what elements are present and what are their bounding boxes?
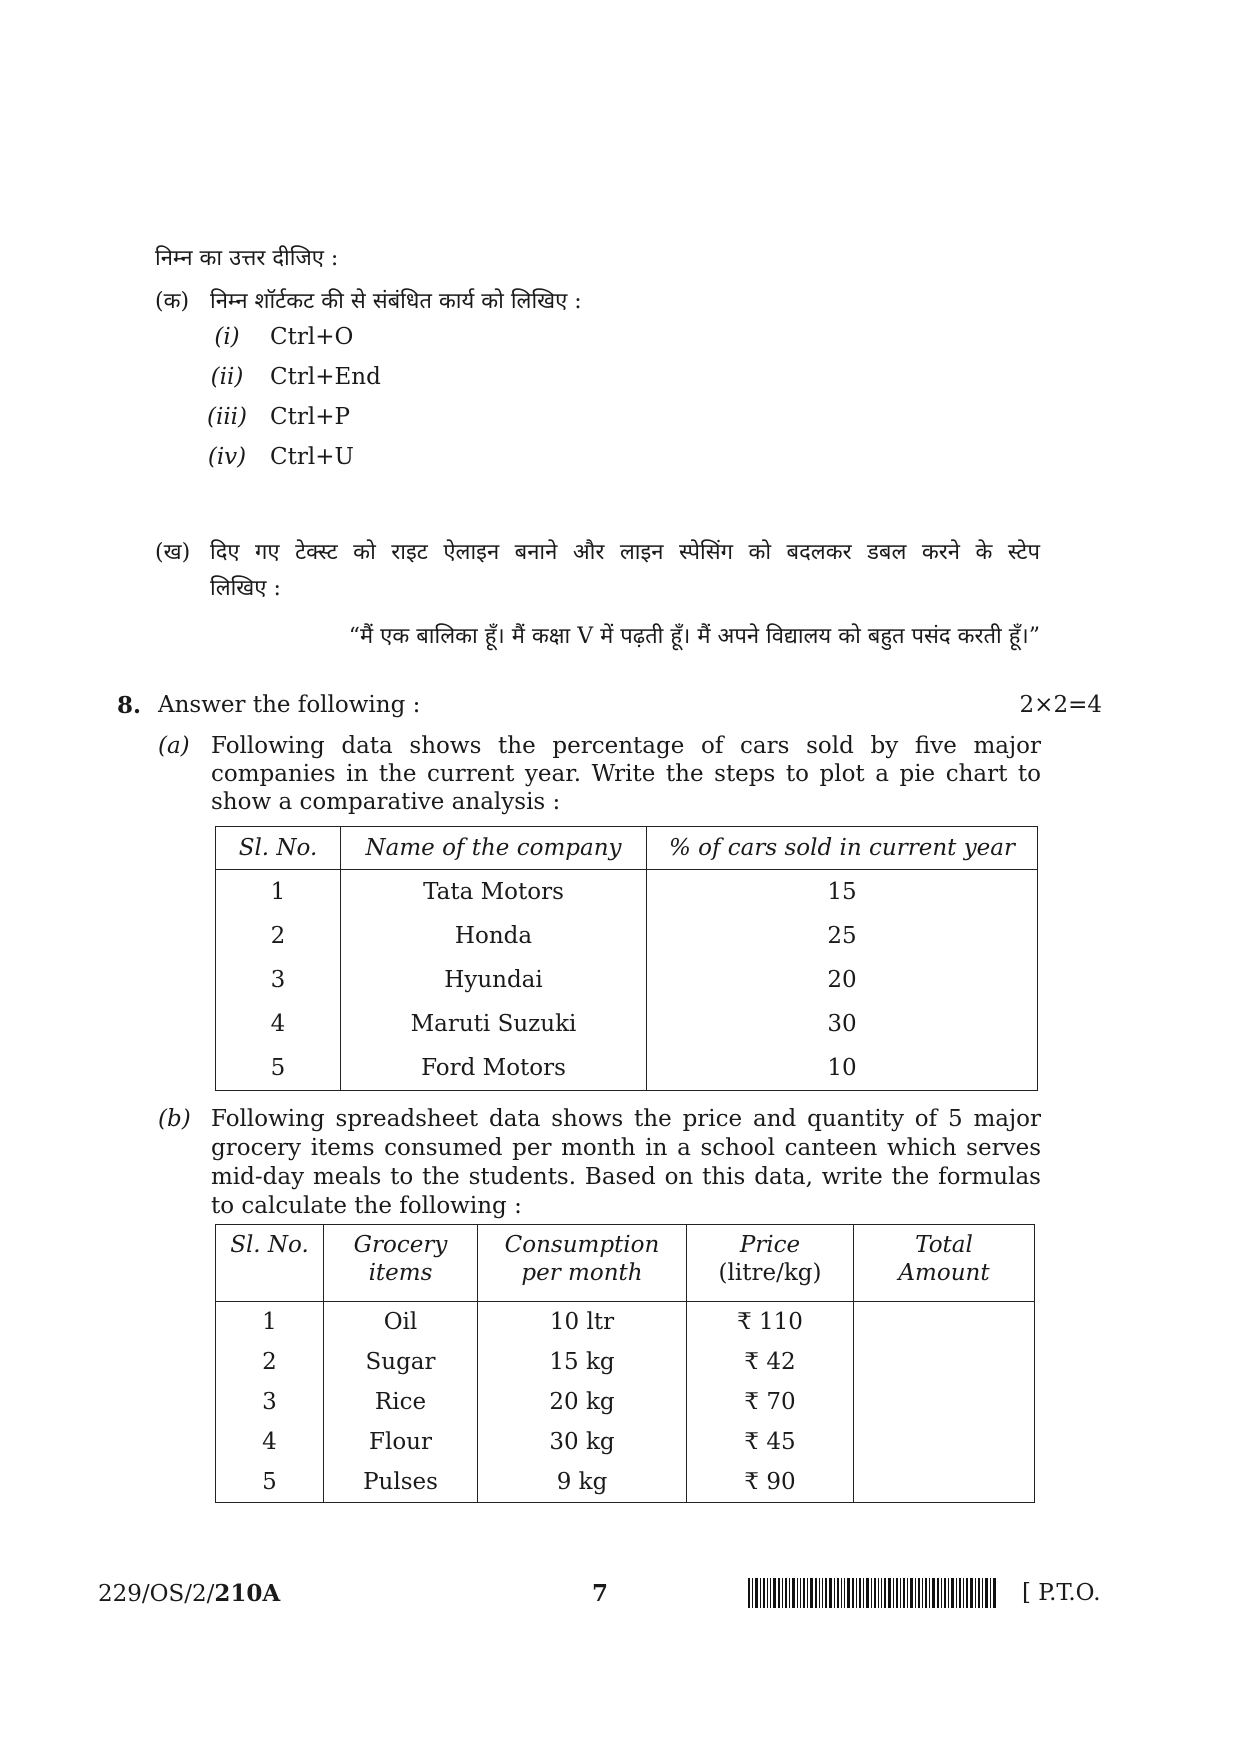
paper-code	[98, 1580, 280, 1607]
header-cell: Name of the company	[341, 827, 647, 870]
part-b-line: grocery items consumed per month in a school canteen which serves	[211, 1135, 1041, 1161]
barcode	[748, 1578, 998, 1608]
header-cell	[478, 1225, 687, 1302]
table-cell: 1	[216, 1302, 324, 1343]
header-line: Grocery	[353, 1232, 448, 1258]
table-cell: Maruti Suzuki	[341, 1002, 647, 1046]
part-kh-line2: लिखिए :	[210, 576, 281, 601]
header-line: Amount	[898, 1260, 990, 1286]
table-cell	[854, 1342, 1035, 1382]
table-cell: ₹ 42	[687, 1342, 854, 1382]
table-cell: 10 ltr	[478, 1302, 687, 1343]
table-cell: Ford Motors	[341, 1046, 647, 1091]
grocery-table	[215, 1224, 1035, 1503]
table-row	[216, 1422, 1035, 1462]
cars-sold-table	[215, 826, 1038, 1091]
table-cell	[854, 1302, 1035, 1343]
table-cell: 5	[216, 1046, 341, 1091]
table-cell: ₹ 110	[687, 1302, 854, 1343]
part-a-line: show a comparative analysis :	[211, 789, 561, 815]
table-cell: 15 kg	[478, 1342, 687, 1382]
table-cell: Tata Motors	[341, 870, 647, 915]
part-a-line: companies in the current year. Write the steps to plot a pie chart to	[211, 761, 1041, 787]
table-cell: 20 kg	[478, 1382, 687, 1422]
table-cell: 25	[647, 914, 1038, 958]
table-cell: 10	[647, 1046, 1038, 1091]
table-cell: 2	[216, 914, 341, 958]
question-number: 8.	[117, 692, 142, 719]
table-cell: Honda	[341, 914, 647, 958]
table-cell: 3	[216, 1382, 324, 1422]
table-cell: Flour	[324, 1422, 478, 1462]
shortcut-key: Ctrl+O	[270, 324, 354, 350]
table-row	[216, 1302, 1035, 1343]
page-number: 7	[591, 1580, 608, 1607]
table-row	[216, 1002, 1038, 1046]
header-cell: % of cars sold in current year	[647, 827, 1038, 870]
part-k-label: (क)	[155, 289, 190, 314]
table-cell: Rice	[324, 1382, 478, 1422]
table-row	[216, 1342, 1035, 1382]
pto-label: [ P.T.O.	[1022, 1580, 1101, 1606]
header-cell	[324, 1225, 478, 1302]
shortcut-key: Ctrl+P	[270, 404, 350, 430]
question-marks: 2×2=4	[1019, 692, 1102, 718]
part-kh-line1: दिए गए टेक्स्ट को राइट ऐलाइन बनाने और लाइन स्पेसिंग को बदलकर डबल करने के स्टेप	[210, 540, 1040, 565]
table-cell: 1	[216, 870, 341, 915]
header-cell	[854, 1225, 1035, 1302]
table-cell: ₹ 90	[687, 1462, 854, 1503]
table-row	[216, 1046, 1038, 1091]
table-cell: 3	[216, 958, 341, 1002]
table-cell: Oil	[324, 1302, 478, 1343]
table-cell	[854, 1382, 1035, 1422]
header-line: items	[368, 1260, 433, 1286]
header-line: (litre/kg)	[718, 1260, 822, 1286]
shortcut-key: Ctrl+U	[270, 444, 354, 470]
header-cell: Sl. No.	[216, 827, 341, 870]
table-cell: Sugar	[324, 1342, 478, 1382]
shortcut-num: (i)	[214, 324, 240, 350]
table-row	[216, 870, 1038, 915]
header-cell	[216, 1225, 324, 1302]
table-cell: 30 kg	[478, 1422, 687, 1462]
header-line: per month	[521, 1260, 643, 1286]
part-b-line: to calculate the following :	[211, 1193, 522, 1219]
table-cell: 4	[216, 1002, 341, 1046]
shortcut-key: Ctrl+End	[270, 364, 381, 390]
table-cell: Hyundai	[341, 958, 647, 1002]
shortcut-num: (ii)	[210, 364, 244, 390]
header-line: Consumption	[504, 1232, 660, 1258]
paper-code-prefix: 229/OS/2/	[98, 1581, 215, 1607]
header-line: Total	[915, 1232, 973, 1258]
hindi-quote: “मैं एक बालिका हूँ। मैं कक्षा V में पढ़ती हूँ। मैं अपने विद्यालय को बहुत पसंद करती हूँ।”	[348, 624, 1040, 649]
table-cell: Pulses	[324, 1462, 478, 1503]
table-cell: 2	[216, 1342, 324, 1382]
table-cell: 20	[647, 958, 1038, 1002]
table-cell: 15	[647, 870, 1038, 915]
table-row	[216, 1382, 1035, 1422]
table-cell: 5	[216, 1462, 324, 1503]
question-title: Answer the following :	[158, 692, 421, 718]
table-row	[216, 958, 1038, 1002]
shortcut-num: (iv)	[207, 444, 247, 470]
part-b-line: Following spreadsheet data shows the price and quantity of 5 major	[211, 1106, 1041, 1132]
table-cell	[854, 1462, 1035, 1503]
header-cell	[687, 1225, 854, 1302]
header-line: Price	[739, 1232, 801, 1258]
table-header-row	[216, 827, 1038, 870]
hindi-intro: निम्न का उत्तर दीजिए :	[155, 246, 339, 271]
table-row	[216, 914, 1038, 958]
part-b-label: (b)	[158, 1106, 191, 1132]
table-row	[216, 1462, 1035, 1503]
shortcut-num: (iii)	[206, 404, 247, 430]
table-cell	[854, 1422, 1035, 1462]
table-header-row	[216, 1225, 1035, 1302]
table-cell: 9 kg	[478, 1462, 687, 1503]
part-b-line: mid-day meals to the students. Based on this data, write the formulas	[211, 1164, 1041, 1190]
part-kh-label: (ख)	[155, 540, 191, 565]
part-a-line: Following data shows the percentage of cars sold by five major	[211, 733, 1041, 759]
part-a-label: (a)	[158, 733, 190, 759]
table-cell: ₹ 45	[687, 1422, 854, 1462]
header-line: Sl. No.	[230, 1232, 309, 1258]
table-cell: 30	[647, 1002, 1038, 1046]
part-k-text: निम्न शॉर्टकट की से संबंधित कार्य को लिखिए :	[210, 289, 582, 314]
paper-code-bold: 210A	[214, 1580, 281, 1607]
table-cell: ₹ 70	[687, 1382, 854, 1422]
table-cell: 4	[216, 1422, 324, 1462]
